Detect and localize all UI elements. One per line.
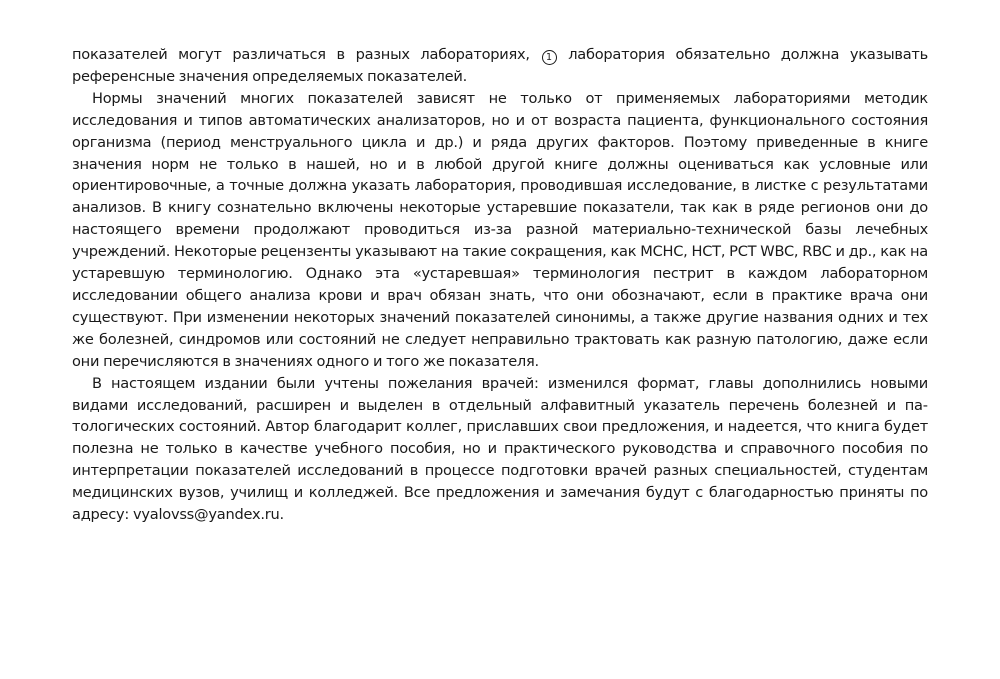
paragraph-continuation xyxy=(72,44,928,88)
paragraph-continuation-text-end: лаборатория обязательно должна указывать референсные значения определяемых показателей. xyxy=(72,46,928,85)
circled-one-marker: 1 xyxy=(542,50,557,65)
paragraph-edition: В настоящем издании были учтены пожелания врачей: изменился формат, главы дополнились новыми видами исследований, расширен и выделен в отдельный алфавитный указатель перечень болезней и патологических состояний. Автор благодарит коллег, приславших свои предложения, и надеется, что книга будет полезна не только в качестве учебного пособия, но и практического руководства и справочного пособия по интерпретации показателей исследований в процессе подготовки врачей разных специальностей, студентам медицинских вузов, училищ и колледжей. Все предложения и замечания будут с благодарностью приняты по адресу: vyalovss@yandex.ru. xyxy=(72,374,928,524)
paragraph-norms: Нормы значений многих показателей зависят не только от применяемых лабораториями методик исследования и типов автоматических анализаторов, но и от возраста пациента, функционального состояния организма (период менструального цикла и др.) и ряда других факторов. Поэтому приведенные в книге значения норм не только в нашей, но и в любой другой книге должны оцениваться как условные или ориентировочные, а точные должна указать лаборатория, проводившая исследование, в листке с результатами анализов. В книгу сознательно включены некоторые устаревшие показатели, так как в ряде регионов они до настоящего времени продолжают проводиться из-за разной материально-технической базы лечебных учреждений. Некоторые рецензенты указывают на такие сокращения, как MCHC, HCT, PCT WBC, RBC и др., как на устаревшую терминологию. Однако эта «устаревшая» терминология пестрит в каждом лабораторном исследовании общего анализа крови и врач обязан знать, что они обозначают, если в практике врача они существуют. При изменении некоторых значений показателей синонимы, а также другие названия одних и тех же болезней, синдромов или состояний не следует неправильно трактовать как разную патологию, даже если они перечисляются в значениях одного и того же показателя. xyxy=(72,89,928,370)
paragraph-continuation-text: показателей могут различаться в разных лабораториях, xyxy=(72,46,541,63)
document-page xyxy=(72,44,928,526)
